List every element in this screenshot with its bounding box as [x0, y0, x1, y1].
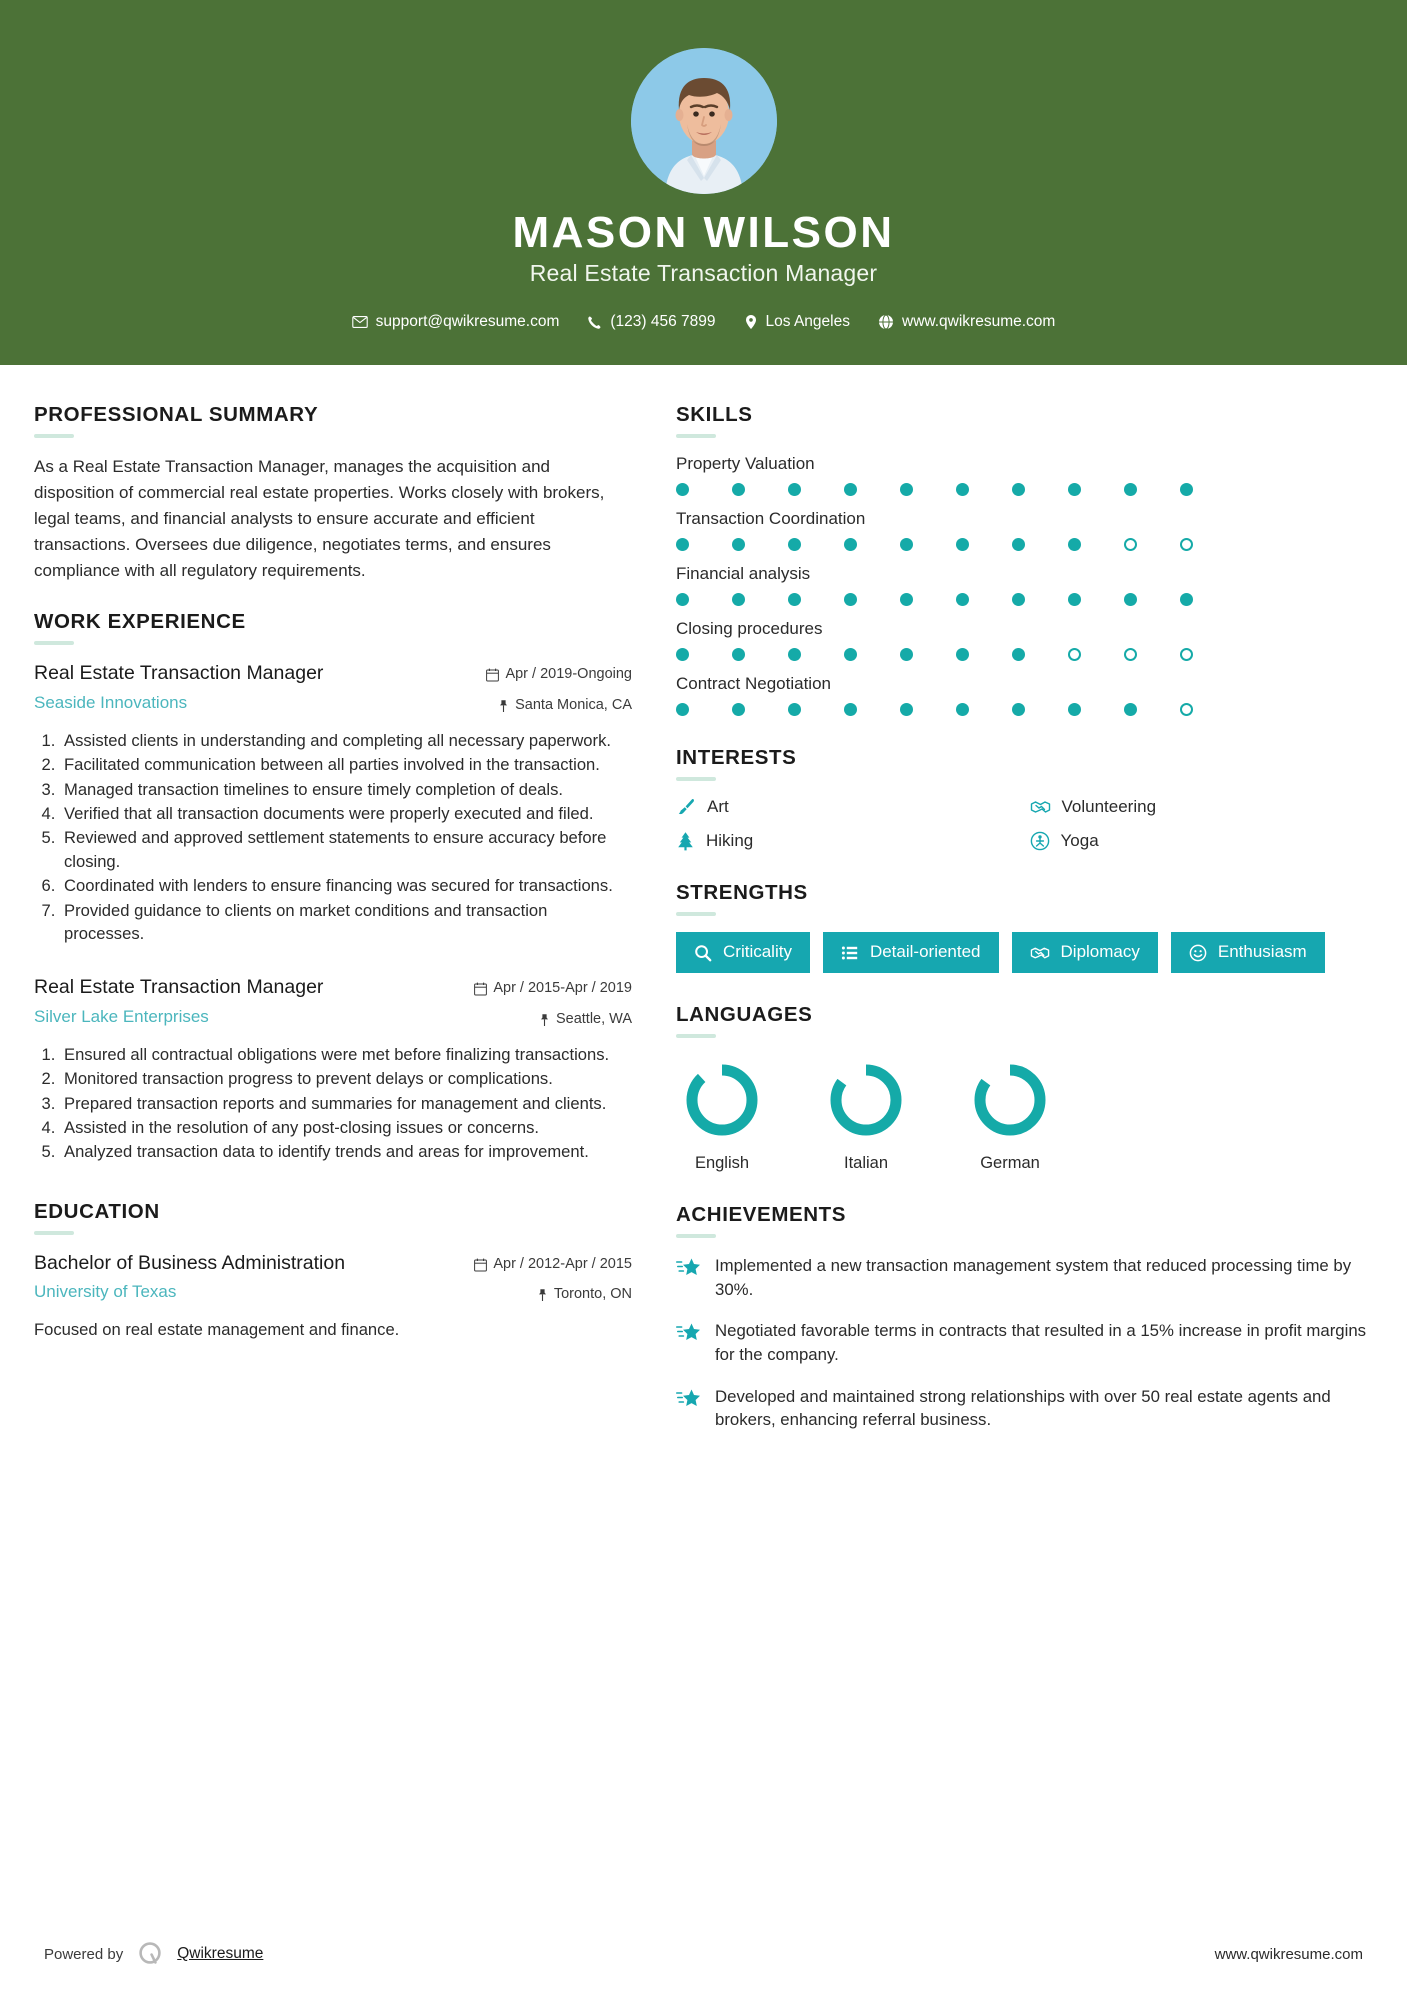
language-item — [820, 1060, 912, 1173]
education-heading: EDUCATION — [34, 1199, 160, 1223]
rating-dot-filled — [900, 483, 913, 496]
rating-dot-filled — [1012, 593, 1025, 606]
paintbrush-icon — [676, 797, 696, 817]
skill-label: Contract Negotiation — [676, 674, 831, 694]
section-rule — [676, 1234, 716, 1238]
phone-icon — [587, 315, 602, 330]
achievement-item — [676, 1385, 1373, 1432]
interest-item — [676, 797, 1020, 817]
rating-dot-filled — [900, 538, 913, 551]
rating-dot-filled — [676, 538, 689, 551]
entry-header — [34, 975, 632, 1031]
strength-chip-enthusiasm[interactable] — [1171, 932, 1325, 973]
contact-location-text: Los Angeles — [765, 313, 850, 331]
interest-label: Hiking — [706, 831, 754, 851]
contact-phone-text: (123) 456 7899 — [610, 313, 716, 331]
contact-row — [0, 313, 1407, 331]
rating-dot-filled — [732, 703, 745, 716]
rating-dot-filled — [732, 538, 745, 551]
entry-meta — [486, 661, 632, 717]
language-donut-chart — [970, 1060, 1050, 1140]
rating-dot-filled — [788, 593, 801, 606]
contact-website[interactable] — [878, 313, 1055, 331]
rating-dot-filled — [1180, 593, 1193, 606]
rating-dot-filled — [676, 703, 689, 716]
achievement-text: Developed and maintained strong relationships with over 50 real estate agents and brokers, enhancing referral business. — [715, 1386, 1331, 1430]
list-icon — [841, 944, 859, 962]
rating-dot-filled — [1068, 703, 1081, 716]
achievement-text: Implemented a new transaction management system that reduced processing time by 30%. — [715, 1255, 1352, 1299]
rating-dot-filled — [956, 538, 969, 551]
rating-dot-filled — [900, 593, 913, 606]
entry-left — [34, 975, 474, 1027]
yoga-icon — [1030, 831, 1050, 851]
rating-dot-filled — [1124, 703, 1137, 716]
bullet-item: 1. Ensured all contractual obligations were met before finalizing transactions. — [60, 1043, 632, 1066]
interest-label: Volunteering — [1061, 797, 1157, 817]
interest-item — [1030, 797, 1374, 817]
entry-meta — [474, 1251, 632, 1307]
bullet-item: 7. Provided guidance to clients on market conditions and transaction processes. — [60, 899, 632, 946]
rating-dot-filled — [1012, 703, 1025, 716]
interest-item — [676, 831, 1020, 851]
skill-rating — [676, 538, 1373, 551]
skill-label: Financial analysis — [676, 564, 811, 584]
achievement-text: Negotiated favorable terms in contracts that resulted in a 15% increase in profit margins for the company. — [715, 1321, 1367, 1364]
powered-by-block — [44, 1940, 263, 1968]
bullet-item: 6. Coordinated with lenders to ensure financing was secured for transactions. — [60, 874, 632, 897]
skill-label: Transaction Coordination — [676, 509, 866, 529]
rating-dot-filled — [900, 703, 913, 716]
qwikresume-link[interactable]: Qwikresume — [177, 1945, 264, 1962]
education-location — [474, 1284, 632, 1306]
section-professional-summary — [34, 403, 632, 584]
section-rule — [676, 777, 716, 781]
education-note: Focused on real estate management and finance. — [34, 1320, 400, 1340]
rating-dot-filled — [844, 483, 857, 496]
contact-phone[interactable] — [587, 313, 715, 331]
rating-dot-filled — [732, 648, 745, 661]
shooting-star-icon — [676, 1319, 702, 1349]
skill-rating — [676, 703, 1373, 716]
skill-row — [676, 454, 1373, 496]
bullet-item: 2. Facilitated communication between all parties involved in the transaction. — [60, 753, 632, 776]
bullet-item: 3. Prepared transaction reports and summaries for management and clients. — [60, 1092, 632, 1115]
strength-chip-detail-oriented[interactable] — [823, 932, 999, 973]
smiley-icon — [1189, 944, 1207, 962]
languages-heading: LANGUAGES — [676, 1002, 813, 1026]
calendar-icon — [474, 982, 487, 996]
job-role: Real Estate Transaction Manager — [34, 976, 324, 999]
skill-row — [676, 564, 1373, 606]
strength-chip-diplomacy[interactable] — [1012, 932, 1158, 973]
rating-dot-empty — [1180, 538, 1193, 551]
education-entry — [34, 1251, 632, 1342]
entry-meta — [474, 975, 632, 1031]
skill-rating — [676, 648, 1373, 661]
rating-dot-filled — [1012, 648, 1025, 661]
contact-website-text: www.qwikresume.com — [902, 313, 1056, 331]
job-date-text: Apr / 2019-Ongoing — [505, 666, 632, 683]
rating-dot-filled — [956, 593, 969, 606]
language-label: German — [980, 1153, 1040, 1172]
rating-dot-filled — [788, 703, 801, 716]
rating-dot-empty — [1180, 648, 1193, 661]
rating-dot-filled — [1124, 593, 1137, 606]
strength-chip-criticality[interactable] — [676, 932, 810, 973]
job-bullets — [34, 729, 632, 946]
job-location-text: Seattle, WA — [555, 1011, 632, 1028]
contact-email-text: support@qwikresume.com — [375, 313, 560, 331]
interest-label: Yoga — [1060, 831, 1099, 851]
footer-url[interactable]: www.qwikresume.com — [1214, 1945, 1363, 1963]
shooting-star-icon — [676, 1385, 702, 1415]
rating-dot-empty — [1124, 648, 1137, 661]
handshake-icon — [1030, 944, 1050, 962]
rating-dot-filled — [676, 483, 689, 496]
degree-name: Bachelor of Business Administration — [34, 1251, 346, 1274]
section-rule — [34, 641, 74, 645]
bullet-item: 2. Monitored transaction progress to prevent delays or complications. — [60, 1067, 632, 1090]
interest-item — [1030, 831, 1374, 851]
section-rule — [34, 1231, 74, 1235]
experience-entry — [34, 975, 632, 1163]
job-date — [474, 978, 632, 1000]
section-rule — [676, 434, 716, 438]
powered-by-label: Powered by — [44, 1945, 124, 1963]
rating-dot-filled — [676, 648, 689, 661]
qwikresume-logo-icon — [136, 1940, 164, 1968]
section-work-experience — [34, 610, 632, 1163]
rating-dot-filled — [956, 483, 969, 496]
interest-label: Art — [707, 797, 729, 817]
rating-dot-filled — [1180, 483, 1193, 496]
rating-dot-empty — [1124, 538, 1137, 551]
resume-body — [0, 365, 1407, 1458]
avatar-photo — [631, 48, 777, 194]
rating-dot-filled — [788, 483, 801, 496]
rating-dot-filled — [1124, 483, 1137, 496]
achievement-item — [676, 1319, 1373, 1366]
bullet-item: 1. Assisted clients in understanding and completing all necessary paperwork. — [60, 729, 632, 752]
bullet-item: 5. Reviewed and approved settlement statements to ensure accuracy before closing. — [60, 826, 632, 873]
calendar-icon — [474, 1258, 487, 1272]
strength-label: Detail-oriented — [869, 942, 981, 962]
entry-left — [34, 661, 486, 713]
bullet-item: 3. Managed transaction timelines to ensure timely completion of deals. — [60, 778, 632, 801]
job-date — [486, 664, 632, 686]
languages-list — [676, 1054, 1373, 1173]
strength-label: Enthusiasm — [1217, 942, 1307, 962]
job-date-text: Apr / 2015-Apr / 2019 — [493, 980, 632, 997]
section-strengths — [676, 881, 1373, 973]
rating-dot-filled — [788, 648, 801, 661]
location-pin-icon — [744, 314, 758, 330]
strengths-list — [676, 932, 1373, 973]
rating-dot-filled — [956, 648, 969, 661]
magnifier-icon — [694, 944, 712, 962]
skill-label: Closing procedures — [676, 619, 823, 639]
rating-dot-filled — [844, 648, 857, 661]
language-item — [676, 1060, 768, 1173]
summary-text: As a Real Estate Transaction Manager, manages the acquisition and disposition of commercial real estate properties. Works closely with brokers, legal teams, and financial analysts to ensure accurate and efficient transactions. Oversees due diligence, negotiates terms, and ensures compliance with all regulatory requirements. — [34, 457, 605, 581]
map-pin-icon — [539, 1013, 550, 1027]
job-location-text: Santa Monica, CA — [515, 697, 632, 714]
left-column — [34, 403, 632, 1458]
job-company: Seaside Innovations — [34, 692, 188, 712]
rating-dot-filled — [1012, 538, 1025, 551]
section-rule — [676, 912, 716, 916]
language-label: English — [694, 1153, 750, 1172]
skill-rating — [676, 483, 1373, 496]
school-name: University of Texas — [34, 1282, 177, 1302]
experience-entry — [34, 661, 632, 945]
experience-heading: WORK EXPERIENCE — [34, 610, 246, 634]
tree-icon — [676, 831, 695, 851]
skill-row — [676, 509, 1373, 551]
professional-title: Real Estate Transaction Manager — [529, 260, 878, 287]
bullet-item: 4. Assisted in the resolution of any post-closing issues or concerns. — [60, 1116, 632, 1139]
rating-dot-filled — [1068, 483, 1081, 496]
rating-dot-filled — [732, 483, 745, 496]
skill-rating — [676, 593, 1373, 606]
rating-dot-filled — [676, 593, 689, 606]
section-interests — [676, 746, 1373, 851]
map-pin-icon — [537, 1288, 548, 1302]
education-date — [474, 1254, 632, 1276]
rating-dot-filled — [788, 538, 801, 551]
rating-dot-filled — [844, 593, 857, 606]
section-skills — [676, 403, 1373, 716]
skill-row — [676, 619, 1373, 661]
entry-header — [34, 661, 632, 717]
rating-dot-filled — [956, 703, 969, 716]
achievement-item — [676, 1254, 1373, 1301]
resume-header — [0, 0, 1407, 365]
rating-dot-filled — [1068, 593, 1081, 606]
rating-dot-filled — [1012, 483, 1025, 496]
contact-email[interactable] — [352, 313, 560, 331]
entry-left — [34, 1251, 474, 1303]
resume-footer — [0, 1918, 1407, 1990]
section-rule — [34, 434, 74, 438]
education-date-text: Apr / 2012-Apr / 2015 — [493, 1255, 632, 1272]
strengths-heading: STRENGTHS — [676, 881, 808, 905]
contact-location[interactable] — [744, 313, 850, 331]
envelope-icon — [352, 314, 368, 330]
skill-row — [676, 674, 1373, 716]
job-company: Silver Lake Enterprises — [34, 1006, 209, 1026]
rating-dot-empty — [1068, 648, 1081, 661]
section-education — [34, 1200, 632, 1342]
achievements-heading: ACHIEVEMENTS — [676, 1202, 847, 1226]
section-achievements — [676, 1203, 1373, 1432]
strength-label: Diplomacy — [1060, 942, 1140, 962]
shooting-star-icon — [676, 1254, 702, 1284]
avatar — [631, 48, 777, 194]
summary-heading: PROFESSIONAL SUMMARY — [34, 403, 319, 427]
handshake-icon — [1030, 797, 1051, 817]
globe-icon — [878, 314, 894, 330]
entry-header — [34, 1251, 632, 1307]
skills-heading: SKILLS — [676, 403, 753, 427]
education-location-text: Toronto, ON — [553, 1286, 632, 1303]
interests-heading: INTERESTS — [676, 746, 797, 770]
rating-dot-filled — [732, 593, 745, 606]
strength-label: Criticality — [723, 942, 792, 962]
language-donut-chart — [826, 1060, 906, 1140]
language-donut-chart — [682, 1060, 762, 1140]
language-item — [964, 1060, 1056, 1173]
rating-dot-filled — [844, 538, 857, 551]
job-location — [474, 1009, 632, 1031]
rating-dot-filled — [1068, 538, 1081, 551]
page-title: MASON WILSON — [512, 208, 895, 257]
interests-grid — [676, 797, 1373, 851]
bullet-item: 4. Verified that all transaction documents were properly executed and filed. — [60, 802, 632, 825]
section-rule — [676, 1034, 716, 1038]
skill-label: Property Valuation — [676, 454, 815, 474]
rating-dot-empty — [1180, 703, 1193, 716]
bullet-item: 5. Analyzed transaction data to identify trends and areas for improvement. — [60, 1140, 632, 1163]
job-location — [486, 695, 632, 717]
calendar-icon — [486, 668, 499, 682]
job-bullets — [34, 1043, 632, 1164]
job-role: Real Estate Transaction Manager — [34, 662, 324, 685]
rating-dot-filled — [844, 703, 857, 716]
map-pin-icon — [498, 699, 509, 713]
right-column — [670, 403, 1373, 1458]
section-languages — [676, 1003, 1373, 1173]
language-label: Italian — [843, 1153, 889, 1172]
rating-dot-filled — [900, 648, 913, 661]
